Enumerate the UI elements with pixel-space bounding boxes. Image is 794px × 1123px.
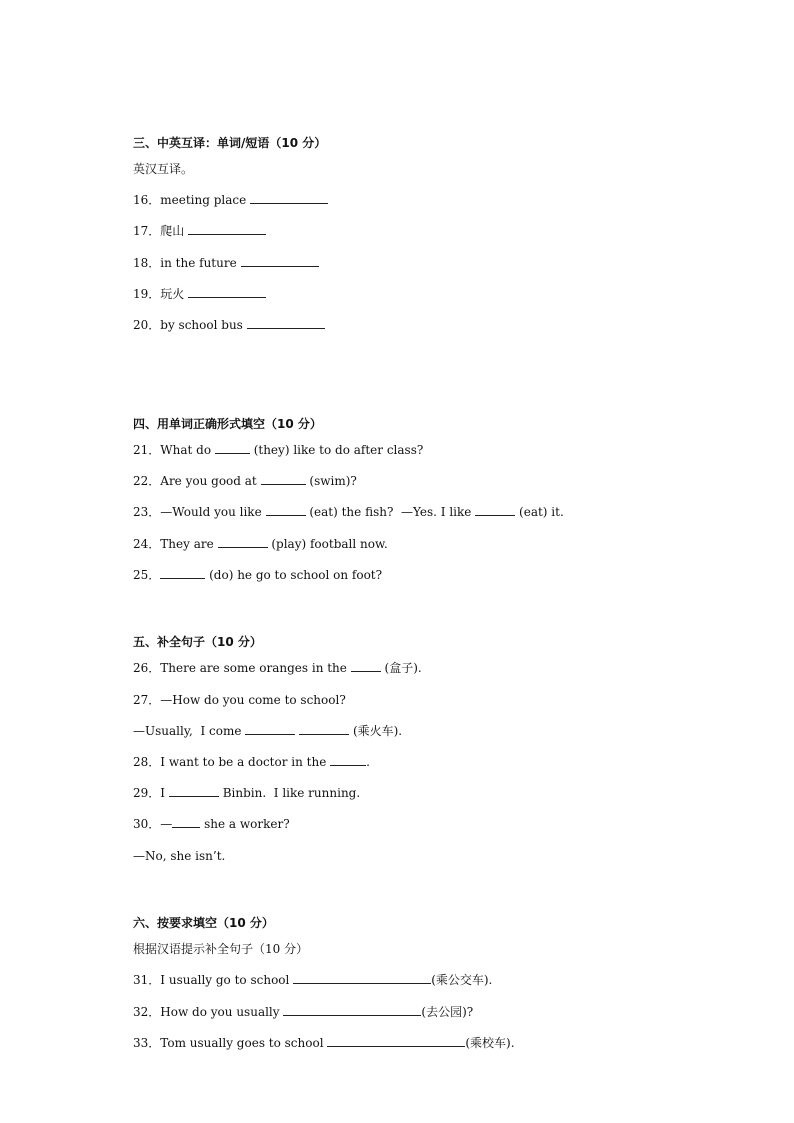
question-text: (swim)?	[309, 474, 357, 488]
question-text: (去公园)?	[421, 1005, 474, 1019]
question-text: Are you good at	[160, 474, 257, 488]
question-number: 24．	[133, 537, 161, 551]
question-text: (乘校车).	[465, 1036, 515, 1050]
question-27-answer	[133, 723, 402, 739]
answer-blank[interactable]	[327, 1035, 465, 1047]
question-text: she a worker?	[204, 817, 290, 831]
answer-blank[interactable]	[245, 723, 295, 735]
question-text: —Usually, I come	[133, 724, 242, 738]
answer-blank[interactable]	[250, 192, 328, 204]
question-text: They are	[160, 537, 214, 551]
answer-blank[interactable]	[172, 816, 200, 828]
section-heading: 三、中英互译：单词/短语（10 分）	[133, 136, 327, 150]
answer-blank[interactable]	[283, 1004, 421, 1016]
question-text: by school bus	[160, 318, 243, 332]
question-number: 26．	[133, 661, 161, 675]
question-27	[133, 692, 346, 708]
question-number: 21．	[133, 443, 161, 457]
question-30	[133, 816, 290, 832]
answer-blank[interactable]	[330, 754, 366, 766]
question-text: How do you usually	[160, 1005, 280, 1019]
question-text: 玩火	[160, 287, 185, 301]
question-text: I	[160, 786, 166, 800]
question-23	[133, 504, 564, 520]
question-number: 31．	[133, 973, 161, 987]
answer-blank[interactable]	[351, 660, 381, 672]
question-18	[133, 255, 319, 271]
question-number: 18．	[133, 256, 161, 270]
answer-blank[interactable]	[188, 286, 266, 298]
question-text: —Would you like	[160, 505, 262, 519]
question-28	[133, 754, 370, 770]
question-21	[133, 442, 423, 458]
question-text: What do	[160, 443, 212, 457]
question-text: (eat) it.	[519, 505, 564, 519]
question-text: (they) like to do after class?	[253, 443, 424, 457]
answer-blank[interactable]	[247, 317, 325, 329]
question-number: 30．	[133, 817, 161, 831]
question-number: 33．	[133, 1036, 161, 1050]
answer-blank[interactable]	[293, 972, 431, 984]
question-text: Tom usually goes to school	[160, 1036, 324, 1050]
question-text: in the future	[160, 256, 237, 270]
question-number: 23．	[133, 505, 161, 519]
question-text: I want to be a doctor in the	[160, 755, 327, 769]
question-25	[133, 567, 382, 583]
question-32	[133, 1004, 473, 1020]
answer-blank[interactable]	[299, 723, 349, 735]
question-number: 19．	[133, 287, 161, 301]
question-26	[133, 660, 422, 676]
answer-blank[interactable]	[160, 567, 205, 579]
question-number: 27．	[133, 693, 161, 707]
section-heading: 四、用单词正确形式填空（10 分）	[133, 417, 322, 431]
question-22	[133, 473, 357, 489]
question-19	[133, 286, 266, 302]
answer-blank[interactable]	[169, 785, 219, 797]
question-text: meeting place	[160, 193, 247, 207]
answer-blank[interactable]	[241, 255, 319, 267]
answer-blank[interactable]	[215, 442, 250, 454]
answer-blank[interactable]	[188, 223, 266, 235]
question-number: 28．	[133, 755, 161, 769]
question-33	[133, 1035, 515, 1051]
answer-blank[interactable]	[475, 504, 515, 516]
question-number: 22．	[133, 474, 161, 488]
question-number: 16．	[133, 193, 161, 207]
question-text: 爬山	[160, 224, 185, 238]
question-number: 25．	[133, 568, 161, 582]
question-text: (盒子).	[384, 661, 422, 675]
question-number: 29．	[133, 786, 161, 800]
question-text: There are some oranges in the	[160, 661, 347, 675]
question-number: 20．	[133, 318, 161, 332]
question-17	[133, 223, 266, 239]
question-text: —No, she isn’t.	[133, 849, 226, 863]
question-text: Binbin. I like running.	[222, 786, 361, 800]
question-31	[133, 972, 492, 988]
question-24	[133, 536, 388, 552]
answer-blank[interactable]	[218, 536, 268, 548]
question-text: (乘火车).	[352, 724, 403, 738]
question-text: (play) football now.	[271, 537, 388, 551]
question-29	[133, 785, 360, 801]
question-number: 32．	[133, 1005, 161, 1019]
answer-blank[interactable]	[261, 473, 306, 485]
question-30-answer	[133, 848, 225, 864]
question-16	[133, 192, 328, 208]
question-20	[133, 317, 325, 333]
question-text: (eat) the fish? —Yes. I like	[309, 505, 472, 519]
answer-blank[interactable]	[266, 504, 306, 516]
section-heading: 五、补全句子（10 分）	[133, 635, 262, 649]
question-text: —How do you come to school?	[160, 693, 346, 707]
question-text: —	[160, 817, 173, 831]
question-text: (do) he go to school on foot?	[209, 568, 383, 582]
section-heading: 六、按要求填空（10 分）	[133, 916, 274, 930]
question-number: 17．	[133, 224, 161, 238]
question-text: (乘公交车).	[431, 973, 493, 987]
section-instruction: 英汉互译。	[133, 162, 194, 176]
question-text: .	[366, 755, 370, 769]
question-text: I usually go to school	[160, 973, 290, 987]
section-instruction: 根据汉语提示补全句子（10 分）	[133, 942, 309, 956]
